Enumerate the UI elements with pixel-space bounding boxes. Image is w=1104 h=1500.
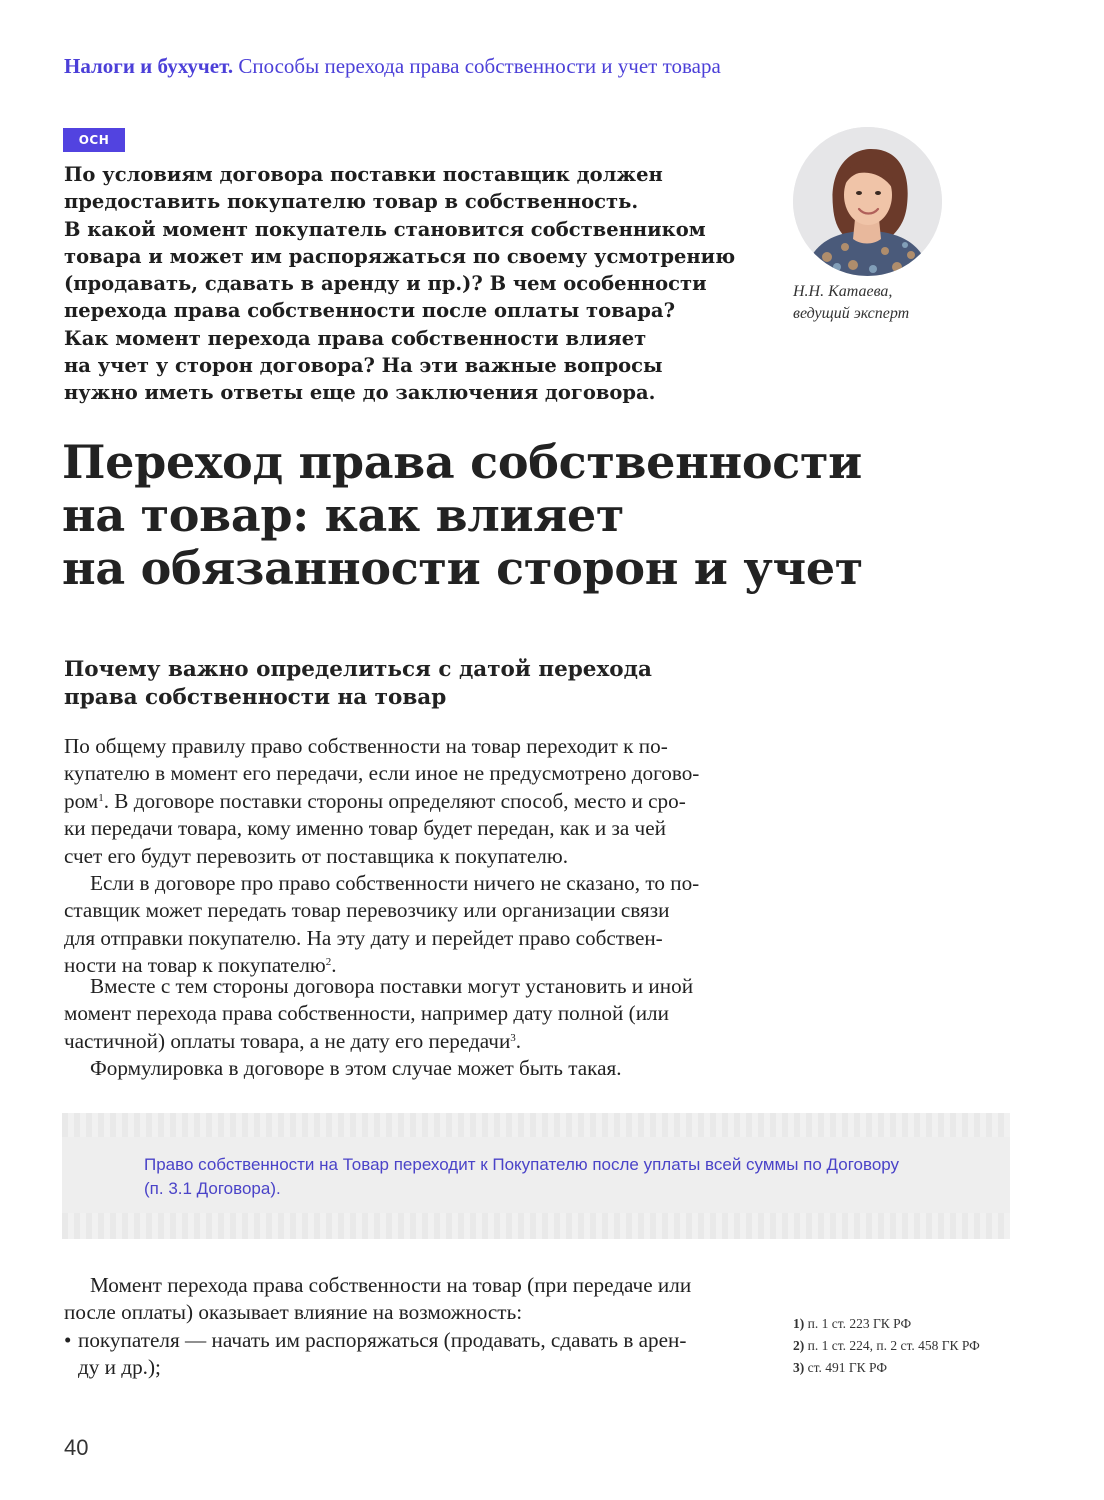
body-paragraph-2 (64, 870, 744, 980)
author-role: ведущий эксперт (793, 305, 910, 322)
lead-line: (продавать, сдавать в аренду и пр.)? В чем особенности (64, 272, 707, 296)
footnote-ref[interactable]: 2 (325, 956, 332, 969)
article-title-line: на товар: как влияет (62, 488, 625, 542)
article-title (62, 436, 863, 595)
lead-line: предоставить покупателю товар в собственность. (64, 190, 639, 214)
body-text-fragment: частичной) оплаты товара, а не дату его передачи (64, 1028, 511, 1053)
body-line: По общему правилу право собственности на товар переходит к по- (64, 734, 668, 758)
footnotes (793, 1313, 980, 1379)
footnote-item (793, 1313, 980, 1335)
contract-wording-box (62, 1113, 1010, 1239)
body-line: счет его будут перевозить от поставщика к покупателю. (64, 843, 568, 868)
body-text-fragment: ности на товар к покупателю (64, 953, 326, 978)
body-line (64, 788, 744, 815)
body-text-fragment: . В договоре поставки стороны определяют способ, место и сро- (103, 788, 686, 813)
quote-line: Право собственности на Товар переходит к Покупателю после уплаты всей суммы по Договору (144, 1155, 900, 1174)
page-number: 40 (64, 1435, 89, 1460)
footnote-item (793, 1357, 980, 1379)
body-text-fragment: . (331, 953, 337, 978)
author-caption (793, 281, 909, 325)
body-line: купателю в момент его передачи, если иное не предусмотрено догово- (64, 761, 700, 786)
footnote-text: п. 1 ст. 223 ГК РФ (807, 1316, 912, 1331)
footnote-item (793, 1335, 980, 1357)
contract-wording-text (144, 1153, 899, 1201)
body-text-fragment: ром (64, 788, 99, 813)
body-paragraph-1 (64, 733, 744, 870)
bullet-icon: • (64, 1327, 72, 1352)
bullet-item (64, 1327, 744, 1354)
subheading-line: права собственности на товар (64, 685, 447, 710)
section-subheading (64, 656, 652, 712)
footnote-number: 1) (793, 1316, 805, 1331)
body-line: Формулировка в договоре в этом случае может быть такая. (90, 1056, 622, 1080)
article-title-line: Переход права собственности (62, 435, 862, 489)
body-line: Момент перехода права собственности на товар (при передаче или (90, 1273, 692, 1297)
decorative-band (62, 1213, 1010, 1239)
body-text-fragment: . (515, 1028, 522, 1053)
body-paragraph-4 (64, 1055, 744, 1082)
running-header (64, 54, 721, 79)
body-line: Вместе с тем стороны договора поставки могут установить и иной (90, 974, 694, 998)
bullet-continuation: ду и др.); (78, 1355, 161, 1380)
running-header-section: Налоги и бухучет. (64, 54, 234, 78)
body-line: ставщик может передать товар перевозчику или организации связи (64, 898, 670, 923)
body-line: для отправки покупателю. На эту дату и перейдет право собствен- (64, 925, 663, 950)
lead-line: товара и может им распоряжаться по своему усмотрению (64, 244, 736, 268)
lead-line: В какой момент покупатель становится собственником (64, 217, 706, 241)
footnote-text: ст. 491 ГК РФ (807, 1360, 888, 1375)
body-line: Если в договоре про право собственности ничего не сказано, то по- (90, 871, 700, 895)
lead-paragraph (64, 161, 764, 407)
author-portrait-illustration (793, 127, 942, 276)
bullet-text: покупателя — начать им распоряжаться (продавать, сдавать в арен- (78, 1327, 687, 1352)
decorative-wave (62, 1137, 1010, 1149)
author-portrait-photo (793, 127, 942, 276)
footnote-text: п. 1 ст. 224, п. 2 ст. 458 ГК РФ (807, 1338, 980, 1353)
lead-line: Как момент перехода права собственности влияет (64, 326, 647, 350)
body-line: момент перехода права собственности, например дату полной (или (64, 1001, 669, 1026)
lead-line: перехода права собственности после оплаты товара? (64, 299, 675, 323)
article-title-line: на обязанности сторон и учет (62, 541, 864, 595)
footnote-ref[interactable]: 3 (510, 1031, 516, 1044)
body-paragraph-3 (64, 973, 744, 1055)
running-header-topic: Способы перехода права собственности и учет товара (238, 54, 721, 78)
body-line (64, 1028, 744, 1055)
lead-line: нужно иметь ответы еще до заключения договора. (64, 381, 656, 405)
body-paragraph-5 (64, 1272, 744, 1382)
subheading-line: Почему важно определиться с датой перехода (64, 657, 652, 682)
quote-line: (п. 3.1 Договора). (144, 1179, 281, 1198)
footnote-number: 3) (793, 1360, 805, 1375)
tax-regime-badge: ОСН (63, 128, 125, 152)
footnote-number: 2) (793, 1338, 805, 1353)
body-line: ки передачи товара, кому именно товар будет передан, как и за чей (64, 816, 666, 841)
footnote-ref[interactable]: 1 (98, 791, 104, 804)
lead-line: По условиям договора поставки поставщик должен (64, 163, 663, 186)
body-line: после оплаты) оказывает влияние на возможность: (64, 1300, 523, 1325)
lead-line: на учет у сторон договора? На эти важные вопросы (64, 354, 663, 378)
author-name: Н.Н. Катаева, (793, 283, 893, 300)
decorative-band (62, 1113, 1010, 1137)
